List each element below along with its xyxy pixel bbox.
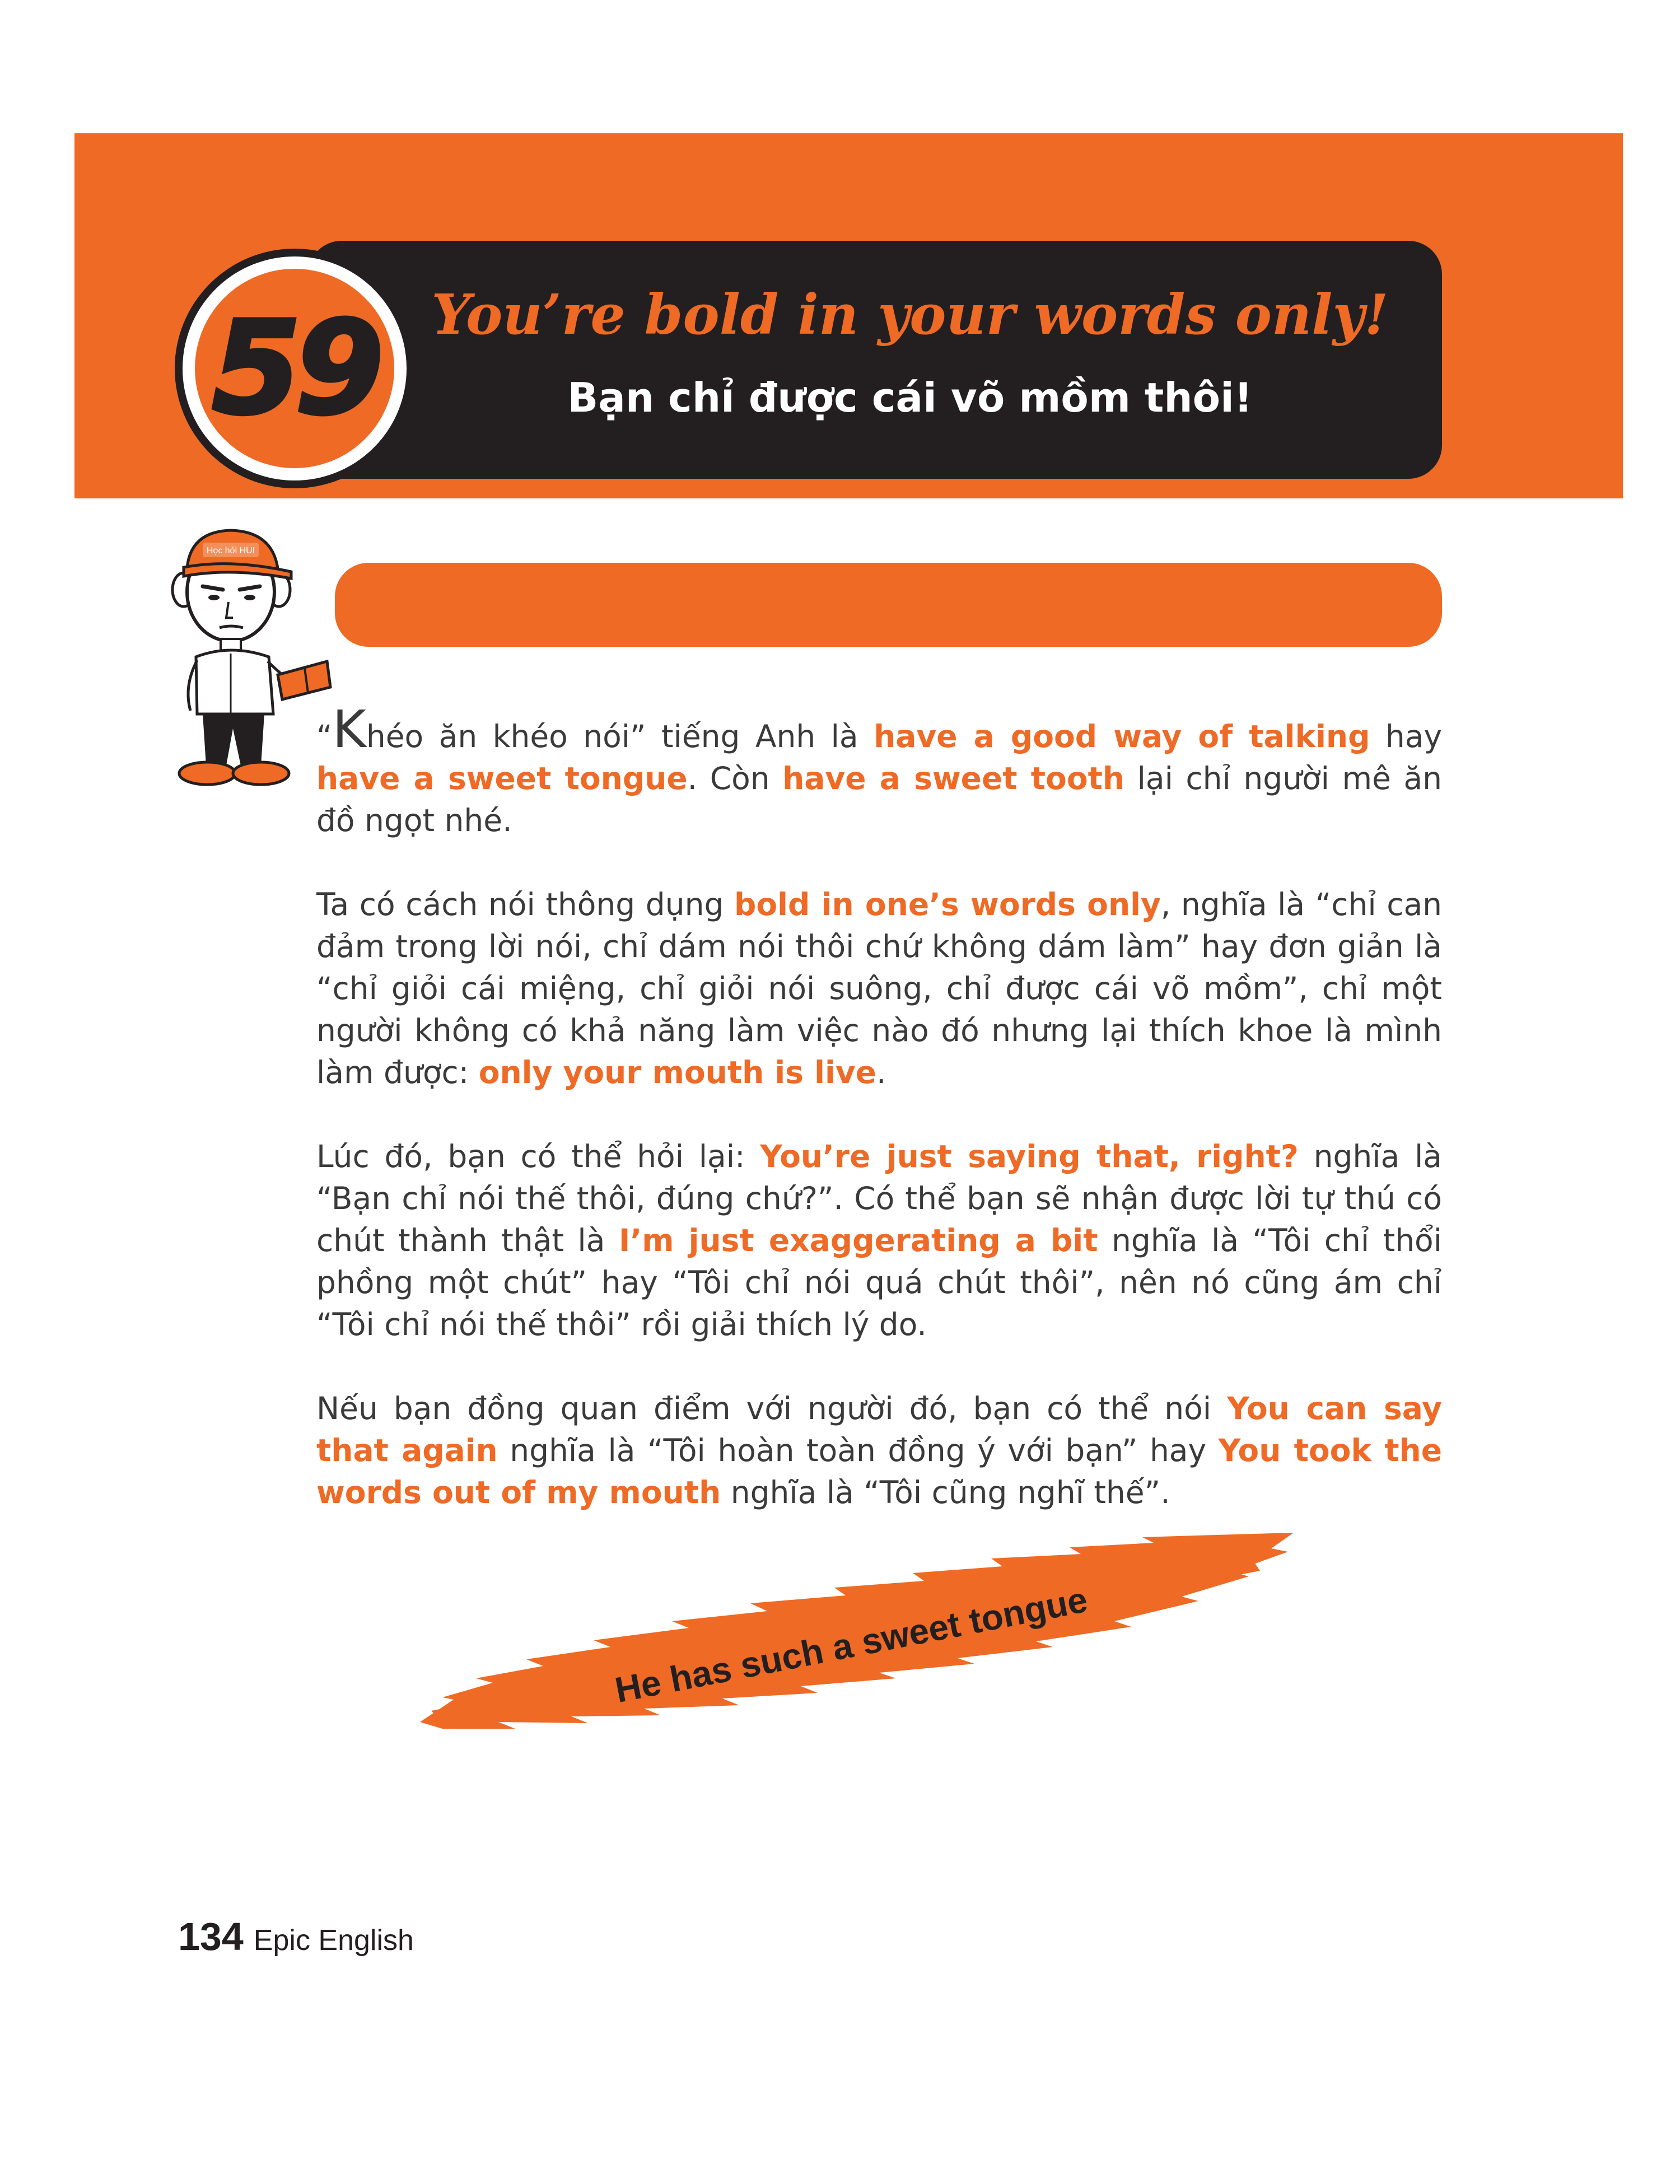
highlight-phrase: You can say that again	[316, 1390, 1442, 1468]
highlight-phrase: I’m just exaggerating a bit	[618, 1222, 1098, 1258]
highlight-phrase: bold in one’s words only	[734, 886, 1161, 922]
section-pill-bar	[335, 563, 1442, 647]
page-number: 134	[178, 1915, 244, 1958]
paragraph-3: Lúc đó, bạn có thể hỏi lại: You’re just saying that, right? nghĩa là “Bạn chỉ nói thế thôi, đúng chứ?”. Có thể bạn sẽ nhận được lời tự thú có chút thành thật là I’m just exaggerating a bit nghĩa là “Tôi chỉ thổi phồng một chút” hay “Tôi chỉ nói quá chút thôi”, nên nó cũng ám chỉ “Tôi chỉ nói thế thôi” rồi giải thích lý do.	[316, 1138, 1442, 1342]
title-box	[308, 241, 1442, 479]
page-footer	[178, 1914, 414, 1959]
highlight-phrase: only your mouth is live	[478, 1054, 877, 1090]
brush-caption: He has such a sweet tongue	[612, 1579, 1091, 1711]
paragraph-4: Nếu bạn đồng quan điểm với người đó, bạn có thể nói You can say that again nghĩa là “Tôi hoàn toàn đồng ý với bạn” hay You took the words out of my mouth nghĩa là “Tôi cũng nghĩ thế”.	[316, 1390, 1442, 1510]
lesson-body	[316, 699, 1443, 1556]
lesson-title-vietnamese: Bạn chỉ được cái võ mồm thôi!	[567, 374, 1253, 421]
highlight-phrase: have a sweet tongue	[316, 760, 688, 796]
lesson-title-english: You’re bold in your words only!	[431, 283, 1389, 347]
book-title: Epic English	[253, 1924, 414, 1957]
mascot-cap-text: Học hỏi HUI	[206, 546, 255, 556]
paragraph-1: “Khéo ăn khéo nói” tiếng Anh là have a good way of talking hay have a sweet tongue. Còn have a sweet tooth lại chỉ người mê ăn đồ ngọt nhé.	[316, 699, 1442, 838]
highlight-phrase: have a good way of talking	[874, 718, 1370, 754]
paragraph-2: Ta có cách nói thông dụng bold in one’s words only, nghĩa là “chỉ can đảm trong lời nói, chỉ dám nói thôi chứ không dám làm” hay đơn giản là “chỉ giỏi cái miệng, chỉ giỏi nói suông, chỉ được cái võ mồm”, chỉ một người không có khả năng làm việc nào đó nhưng lại thích khoe là mình làm được: only your mouth is live.	[316, 886, 1443, 1090]
highlight-phrase: You’re just saying that, right?	[760, 1138, 1299, 1174]
drop-cap: K	[332, 699, 366, 759]
highlight-phrase: have a sweet tooth	[782, 760, 1125, 796]
lesson-number: 59	[211, 293, 378, 444]
mascot-illustration	[168, 524, 336, 787]
highlight-phrase: You took the words out of my mouth	[316, 1432, 1442, 1510]
